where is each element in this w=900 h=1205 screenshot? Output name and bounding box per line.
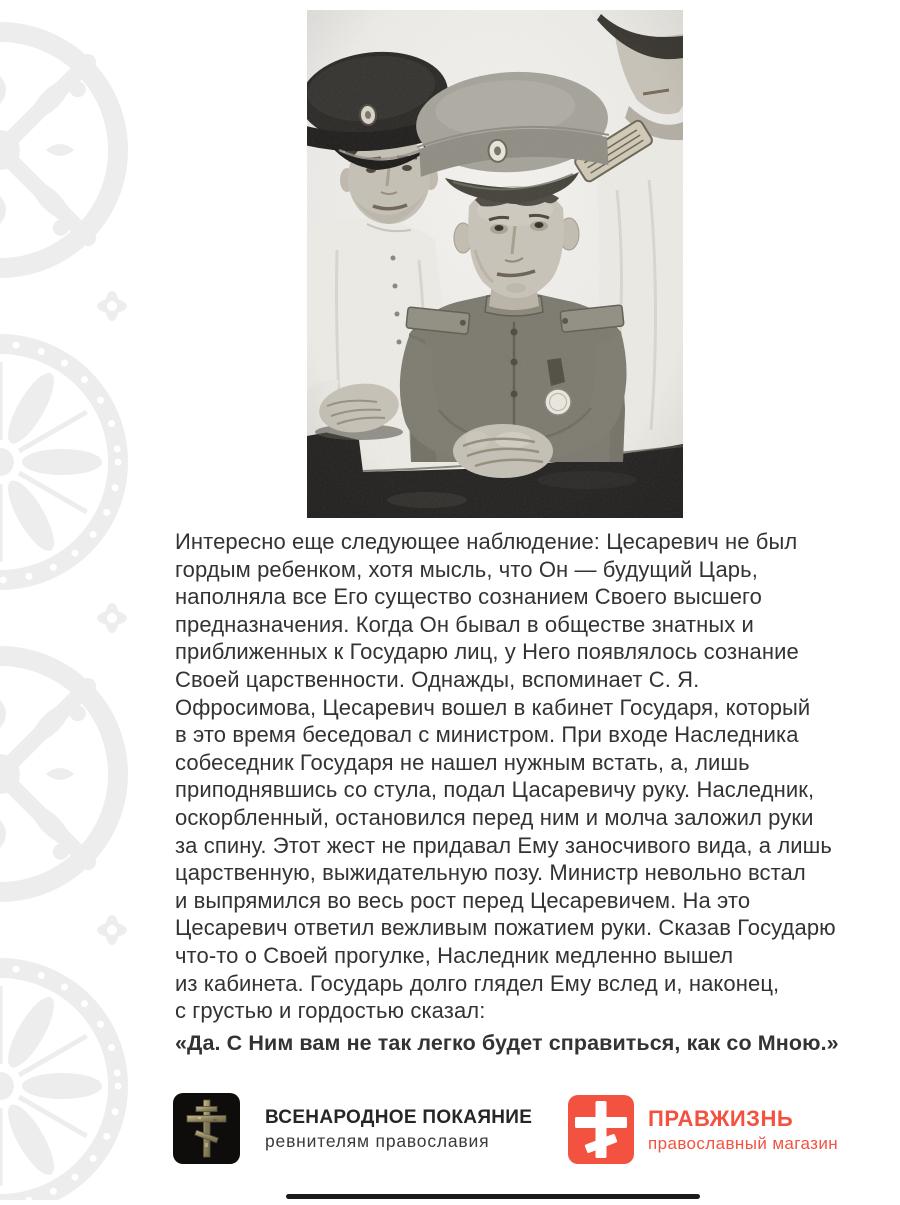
logo-pravzhizn [568, 1095, 838, 1164]
ornament-watermark [0, 0, 150, 1200]
article-paragraph [175, 528, 836, 1025]
orthodox-cross-red-icon [568, 1095, 634, 1164]
paragraph-line: наполняла все Его существо сознанием Своего высшего [175, 583, 836, 611]
paragraph-line: приподнявшись со стула, подал Цасаревичу руку. Наследник, [175, 776, 836, 804]
paragraph-line: гордым ребенком, хотя мысль, что Он — будущий Царь, [175, 556, 836, 584]
historical-photo-tsarevich [307, 10, 683, 518]
right-logo-text [648, 1106, 838, 1154]
ornament-watermark-graphic [0, 0, 150, 1200]
logo-vsenarodnoe-pokayanie [173, 1093, 532, 1164]
paragraph-line: из кабинета. Государь долго глядел Ему вслед и, наконец, [175, 970, 836, 998]
paragraph-line: царственную, выжидательную позу. Министр невольно встал [175, 859, 836, 887]
left-logo-subtitle: ревнителям православия [265, 1131, 532, 1152]
paragraph-line: что-то о Своей прогулке, Наследник медленно вышел [175, 942, 836, 970]
wooden-cross-graphic [173, 1093, 240, 1164]
paragraph-line: Цесаревич ответил вежливым пожатием руки. Сказав Государю [175, 914, 836, 942]
paragraph-line: с грустью и гордостью сказал: [175, 997, 836, 1025]
paragraph-line: Своей царственности. Однажды, вспоминает С. Я. [175, 666, 836, 694]
paragraph-line: за спину. Этот жест не придавал Ему заносчивого вида, а лишь [175, 832, 836, 860]
left-logo-text [265, 1106, 532, 1152]
orthodox-cross-dark-icon [173, 1093, 240, 1164]
paragraph-line: оскорбленный, остановился перед ним и молча заложил руки [175, 804, 836, 832]
paragraph-line: приближенных к Государю лиц, у Него появлялось сознание [175, 638, 836, 666]
right-logo-subtitle: православный магазин [648, 1134, 838, 1154]
paragraph-line: и выпрямился во весь рост перед Цесаревичем. На это [175, 887, 836, 915]
right-logo-title: ПРАВЖИЗНЬ [648, 1106, 838, 1131]
article-quote: «Да. С Ним вам не так легко будет справиться, как со Мною.» [175, 1031, 839, 1056]
white-cross-graphic [568, 1095, 634, 1164]
photo-graphic [307, 10, 683, 518]
paragraph-line: Интересно еще следующее наблюдение: Цесаревич не был [175, 528, 836, 556]
paragraph-line: предназначения. Когда Он бывал в обществе знатных и [175, 611, 836, 639]
home-indicator-bar [286, 1194, 700, 1199]
paragraph-line: Офросимова, Цесаревич вошел в кабинет Государя, который [175, 694, 836, 722]
paragraph-line: собеседник Государя не нашел нужным встать, а, лишь [175, 749, 836, 777]
paragraph-line: в это время беседовал с министром. При входе Наследника [175, 721, 836, 749]
left-logo-title: ВСЕНАРОДНОЕ ПОКАЯНИЕ [265, 1106, 532, 1129]
